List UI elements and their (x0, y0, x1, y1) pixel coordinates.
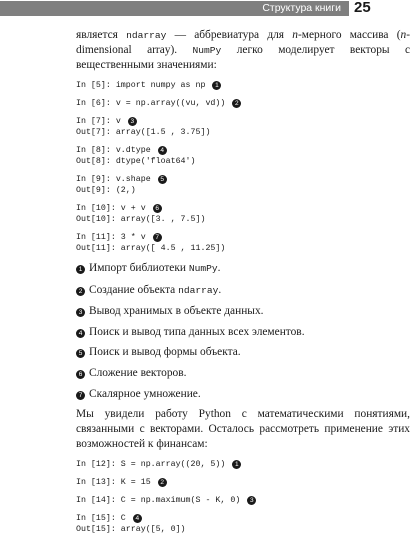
code-text: Out[15]: array([5, 0]) (76, 525, 186, 535)
italic-n: n (400, 29, 407, 41)
callout-marker: 2 (158, 478, 167, 487)
intro-text: — аббревиатура для (174, 29, 285, 41)
code-block (76, 477, 410, 488)
annotation-item (76, 387, 410, 401)
code-line (76, 80, 410, 91)
inline-code: ndarray (178, 284, 219, 296)
code-text: In [14]: C = np.maximum(S - K, 0) (76, 496, 241, 506)
code-text: In [10]: v + v (76, 204, 146, 213)
annotation-text: Вывод хранимых в объекте данных. (89, 305, 264, 318)
code-text: Out[8]: dtype('float64') (76, 157, 196, 166)
page-header (0, 0, 420, 20)
callout-marker: 1 (76, 265, 85, 274)
intro-text: -dimensional array). (76, 29, 410, 56)
intro-text: -мерного массива ( (297, 29, 401, 41)
callout-marker: 4 (158, 146, 167, 155)
code-text: In [15]: C (76, 514, 126, 524)
inline-code: NumPy (192, 45, 222, 56)
code-block (76, 116, 410, 138)
code-line (76, 127, 410, 138)
callout-marker: 1 (232, 460, 241, 469)
code-block (76, 98, 410, 109)
code-text: In [6]: v = np.array((vu, vd)) (76, 99, 226, 108)
finance-paragraph: Мы увидели работу Python с математическими понятиями, связанными с векторами. Осталось рассмотреть применение этих возможностей к финансам: (76, 408, 410, 451)
callout-marker: 2 (76, 287, 85, 296)
code-line (76, 232, 410, 243)
code-text: In [5]: import numpy as np (76, 81, 206, 90)
annotation-item (76, 325, 410, 339)
code-line (76, 203, 410, 214)
code-block (76, 495, 410, 506)
code-line (76, 174, 410, 185)
code-line (76, 495, 410, 506)
code-text: In [13]: K = 15 (76, 478, 151, 488)
intro-text: легко моделирует векторы с вещественными значениями: (76, 44, 410, 71)
annotation-text: Импорт библиотеки (89, 262, 186, 274)
code-line (76, 513, 410, 524)
inline-code: ndarray (126, 30, 167, 41)
annotation-item (76, 304, 410, 318)
italic-n: n (292, 29, 298, 41)
annotation-text: Сложение векторов. (89, 366, 187, 379)
annotation-text: . (218, 283, 222, 296)
code-block (76, 513, 410, 535)
page-content (76, 28, 410, 542)
callout-marker: 3 (128, 117, 137, 126)
code-line (76, 477, 410, 488)
annotation-item (76, 261, 410, 276)
callout-marker: 5 (76, 349, 85, 358)
annotation-list (76, 261, 410, 401)
code-text: Out[10]: array([3. , 7.5]) (76, 215, 206, 224)
intro-paragraph (76, 28, 410, 73)
code-line (76, 459, 410, 470)
code-text: Out[7]: array([1.5 , 3.75]) (76, 128, 211, 137)
code-listing-finance (76, 459, 410, 535)
code-listing-vectors (76, 80, 410, 254)
code-block (76, 80, 410, 91)
code-text: In [9]: v.shape (76, 175, 151, 184)
code-block (76, 145, 410, 167)
code-line (76, 116, 410, 127)
code-line (76, 243, 410, 254)
callout-marker: 2 (232, 99, 241, 108)
annotation-text: . (217, 262, 221, 274)
page-number: 25 (354, 0, 371, 16)
callout-marker: 3 (76, 308, 85, 317)
callout-marker: 5 (158, 175, 167, 184)
callout-marker: 7 (76, 391, 85, 400)
section-title: Структура книги (0, 1, 349, 16)
annotation-text: Поиск и вывод типа данных всех элементов. (89, 325, 305, 338)
inline-code: NumPy (188, 263, 218, 274)
code-text: In [12]: S = np.array((20, 5)) (76, 460, 226, 470)
callout-marker: 1 (212, 81, 221, 90)
code-block (76, 174, 410, 196)
code-text: Out[9]: (2,) (76, 186, 136, 195)
annotation-item (76, 345, 410, 359)
code-text: Out[11]: array([ 4.5 , 11.25]) (76, 244, 226, 253)
annotation-text: Создание объекта (89, 283, 176, 296)
code-text: In [7]: v (76, 117, 121, 126)
code-text: In [11]: 3 * v (76, 233, 146, 242)
code-block (76, 203, 410, 225)
code-line (76, 524, 410, 535)
annotation-text: Скалярное умножение. (89, 387, 201, 400)
code-line (76, 214, 410, 225)
callout-marker: 4 (133, 514, 142, 523)
annotation-item (76, 366, 410, 380)
intro-text: является (76, 29, 118, 41)
annotation-text: Поиск и вывод формы объекта. (89, 346, 241, 359)
code-line (76, 185, 410, 196)
code-block (76, 232, 410, 254)
annotation-item (76, 283, 410, 298)
code-block (76, 459, 410, 470)
callout-marker: 6 (76, 370, 85, 379)
callout-marker: 7 (153, 233, 162, 242)
code-line (76, 145, 410, 156)
code-line (76, 156, 410, 167)
callout-marker: 3 (247, 496, 256, 505)
code-line (76, 98, 410, 109)
callout-marker: 6 (153, 204, 162, 213)
code-text: In [8]: v.dtype (76, 146, 151, 155)
callout-marker: 4 (76, 329, 85, 338)
